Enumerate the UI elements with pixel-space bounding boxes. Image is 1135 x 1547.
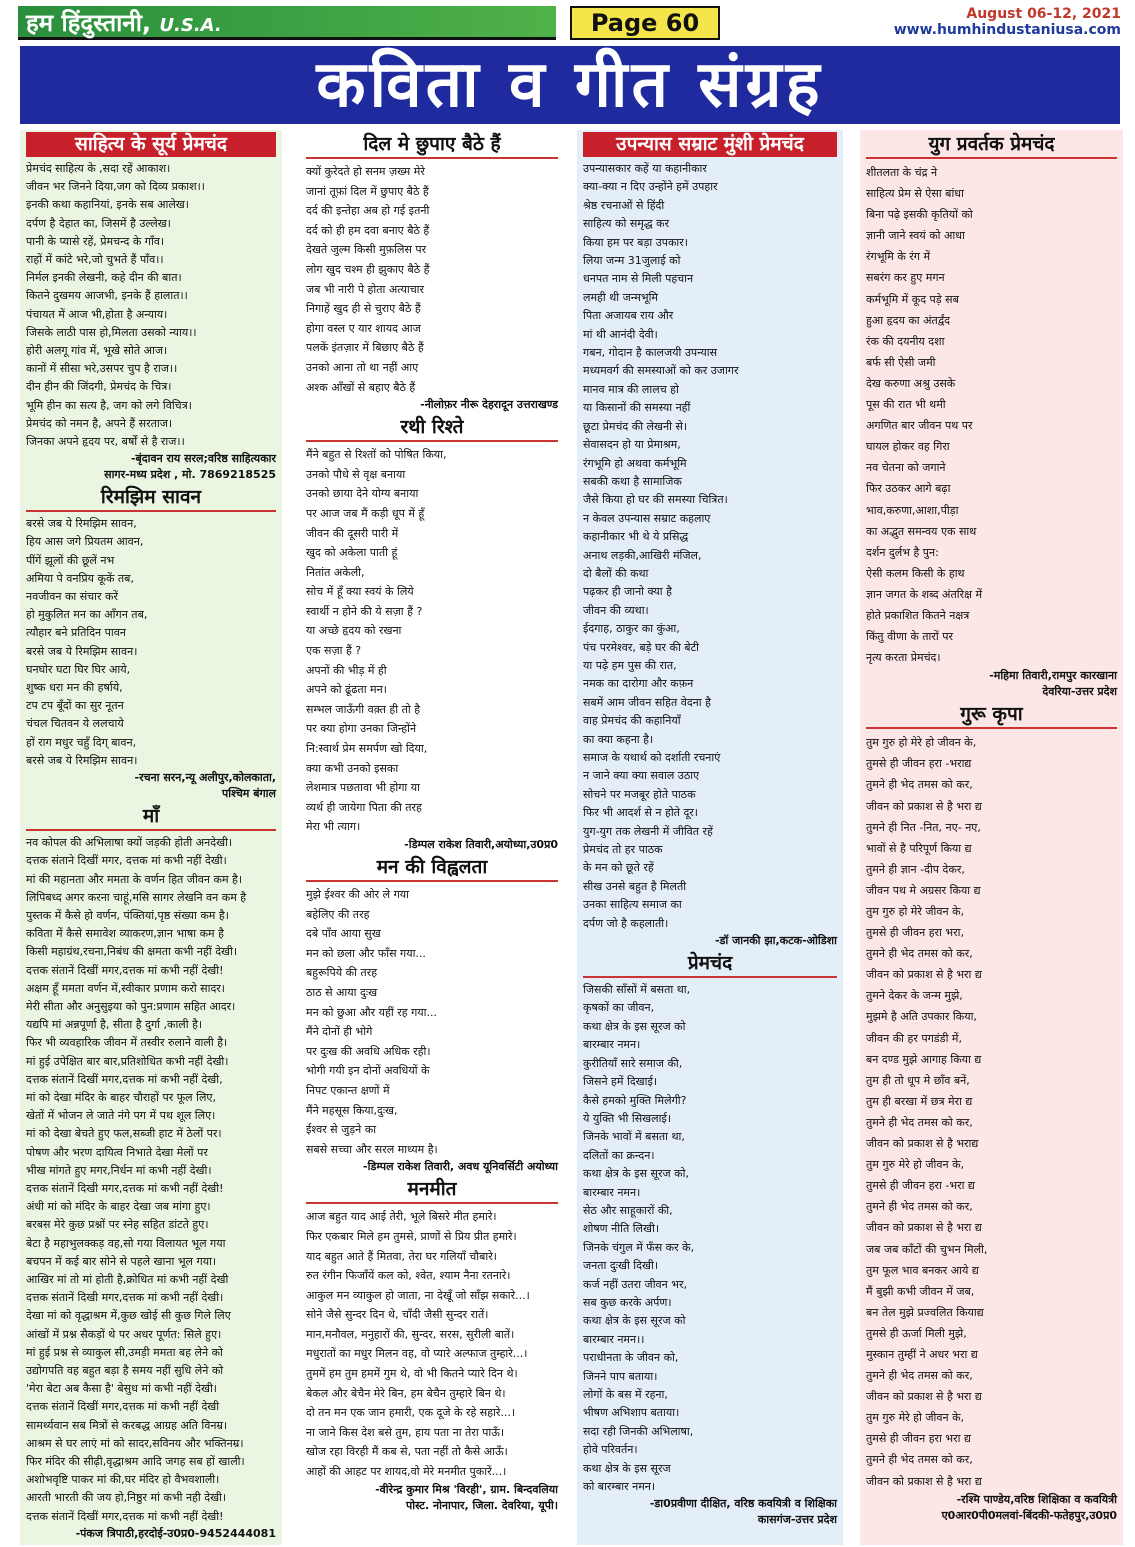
poem-text: शीतलता के चंद्र ने साहित्य प्रेम से ऐसा बांधा बिना पढ़े इसकी कृतियों को ज्ञानी जाने स्वयं को आधा रंगभूमि के रंग में सबरंग कर हुए मगन कर्मभूमि में कूद पड़े सब हुआ हृदय का अंतर्द्वंद रंक की दयनीय दशा बर्फ सी ऐसी जमी देख करुणा अश्रु उसके पूस की रात भी थमी अगणित बार जीवन पथ पर घायल होकर वह गिरा नव चेतना को जगाने फिर उठकर आगे बढ़ा भाव,करुणा,आशा,पीड़ा का अद्भुत समन्वय एक साथ दर्शन दुर्लभ है पुन: ऐसी कलम किसी के हाथ ज्ञान जगत के शब्द अंतरिक्ष में होते प्रकाशित कितने नक्षत्र किंतु वीणा के तारों पर नृत्य करता प्रेमचंद। [866, 166, 983, 665]
dateline [894, 6, 1121, 38]
poem-author: -बृंदावन राय सरल;वरिष्ठ साहित्यकार सागर-मध्य प्रदेश , मो. 7869218525 [104, 452, 276, 482]
website-url[interactable]: www.humhindustaniusa.com [893, 22, 1121, 38]
column-2 [300, 130, 564, 1545]
poem-text: मैंने बहुत से रिश्तों को पोषित किया, उनको पौधे से वृक्ष बनाया उनको छाया देने योग्य बनाया पर आज जब मैं कड़ी धूप में हूँ जीवन की दूसरी पारी में खुद को अकेला पाती हूं नितांत अकेली, सोच में हूँ क्या स्वयं के लिये स्वार्थी न होने की ये सज़ा हैं ? या अच्छे हृदय को रखना एक सज़ा हैं ? अपनों की भीड़ में ही अपने को ढूंढता मन। सम्भल जाऊँगी वक़्त ही तो है पर क्या होगा उनका जिन्होंने नि:स्वार्थ प्रेम समर्पण खो दिया, क्या कभी उनको इसका लेशमात्र पछतावा भी होगा या व्यर्थ ही जायेगा पिता की तरह मेरा भी त्याग। [306, 448, 447, 834]
brand-name: हम हिंदुस्तानी, [26, 9, 152, 37]
column-1 [20, 130, 282, 1545]
poem-text: उपन्यासकार कहें या कहानीकार क्या-क्या न दिए उन्होंने हमें उपहार श्रेष्ठ रचनाओं से हिंदी साहित्य को समृद्ध कर किया हम पर बड़ा उपकार। लिया जन्म 31जुलाई को धनपत नाम से मिली पहचान लमही थी जन्मभूमि पिता अजायब राय और मां थी आनंदी देवी। गबन, गोदान है कालजयी उपन्यास मध्यमवर्ग की समस्याओं को कर उजागर मानव मात्र की लालच हो या किसानों की समस्या नहीं छूटा प्रेमचंद की लेखनी से। सेवासदन हो या प्रेमाश्रम, रंगभूमि हो अथवा कर्मभूमि सबकी कथा है सामाजिक जैसे किया हो घर की समस्या चित्रित। न केवल उपन्यास सम्राट कहलाए कहानीकार भी थे ये प्रसिद्ध अनाथ लड़की,आखिरी मंजिल, दो बैलों की कथा पढ़कर ही जानो क्या है जीवन की व्यथा। ईदगाह, ठाकुर का कुंआ, पंच परमेश्वर, बड़े घर की बेटी या पढ़े हम पुस की रात, नमक का दारोगा और कफ़न सबमें आम जीवन सहित वेदना है वाह प्रेमचंद की कहानियाँ का क्या कहना है। समाज के यथार्थ को दर्शाती रचनाएं न जाने क्या क्या सवाल उठाए सोचने पर मजबूर होते पाठक फिर भी आदर्श से न होते दूर। युग-युग तक लेखनी में जीवित रहें प्रेमचंद तो हर पाठक के मन को छूते रहें सीख उनसे बहुत है मिलती उनका साहित्य समाज का दर्पण जो है कहलाती। [583, 162, 739, 930]
poem-text: नव कोपल की अभिलाषा क्यों जड़की होती अनदेखी। दत्तक संताने दिखीं मगर, दत्तक मां कभी नहीं देखी। मां की महानता और ममता के वर्णन हित जीवन कम है। लिपिबध्द अगर करना चाहूं,मसि सागर लेखनि वन कम है पुस्तक में कैसे हो वर्णन, पंक्तियां,पृष्ठ संख्या कम है। कविता में कैसे समावेश व्याकरण,ज्ञान भाषा कम है किसी महाग्रंथ,रचना,निबंध की क्षमता कभी नहीं देखी। दत्तक संतानें दिखीं मगर,दत्तक मां कभी नहीं देखी! अक्षम हूँ ममता वर्णन में,स्वीकार प्रणाम करो सादर। मेरी सीता और अनुसुइया को पुन:प्रणाम सहित आदर। यद्यपि मां अन्नपूर्णा है, सीता है दुर्गा ,काली है। फिर भी व्यवहारिक जीवन में तस्वीर रुलाने वाली है। मां हुई उपेक्षित बार बार,प्रतिशोधित कभी नहीं देखी। दत्तक संतानें दिखीं मगर,दत्तक मां कभी नहीं देखी, मां को देखा मंदिर के बाहर चौराहों पर फूल लिए, खेतों में भोजन ले जाते नंगे पग में पथ शूल लिए। मां को देखा बेचते हुए फल,सब्जी हाट में ठेलों पर। पोषण और भरण दायित्व निभाते देखा मेलों पर भीख मांगते हुए मगर,निर्धन मां कभी नहीं देखी। दत्तक संतानें दिखी मगर,दत्तक मां कभी नहीं देखी! अंधी मां को मंदिर के बाहर देखा जब मांगा हुए। बरबस मेरे कुछ प्रश्नों पर स्नेह सहित डांटते हुए। बेटा है महाभुलक्कड़ वह,सो गया विलायत भूल गया बचपन में कई बार सोने से पहले खाना भूल गया। आखिर मां तो मां होती है,क्रोधित मां कभी नहीं देखी दत्तक संतानें दिखी मगर,दत्तक मां कभी नहीं देखी। देखा मां को वृद्धाश्रम में,कुछ खोई सी कुछ गिले लिए आंखों में प्रश्न सैकड़ों थे पर अधर पूर्णत: सिले हुए। मां हुई प्रश्न से व्याकुल सी,उमड़ी ममता बह लेने को उद्योगपति वह बहुत बड़ा है समय नहीं सुधि लेने को 'मेरा बेटा अब कैसा है' बेसुध मां कभी नहीं देखी। दत्तक संतानें दिखीं मगर,दत्तक मां कभी नहीं देखी सामर्थ्यवान सब मित्रों से करबद्ध आग्रह अति विनम्र। आश्रम से घर लाएं मां को सादर,सविनय और भक्तिनम्र। फिर मंदिर की सीढ़ी,वृद्धाश्रम आदि जगह सब हों खाली। अशोभवृष्टि पाकर मां की,घर मंदिर हो वैभवशाली। आरती भारती की जय हो,निष्ठुर मां कभी नही देखी। दत्तक संतानें दिखीं मगर,दत्तक मां कभी नहीं देखी! [26, 836, 247, 1523]
poem-title: उपन्यास सम्राट मुंशी प्रेमचंद [583, 132, 837, 157]
poem-text: क्यों कुरेदते हो सनम ज़ख्म मेरे जानां तूफ़ां दिल में छुपाए बैठे हैं दर्द की इन्तेहा अब हो गई इतनी दर्द को ही हम दवा बनाए बैठे हैं देखते जुल्म किसी मुफ़लिस पर लोग खुद चश्म ही झुकाए बैठे हैं जब भी नारी पे होता अत्याचार निगाहें खुद ही से चुराए बैठे हैं होगा वस्ल ए यार शायद आज पलकें इंतज़ार में बिछाए बैठे हैं उनको आना तो था नहीं आए अश्क आँखों से बहाए बैठे हैं [306, 165, 430, 394]
poem-text: तुम गुरु हो मेरे हो जीवन के, तुमसे ही जीवन हरा -भराद्य तुमने ही भेद तमस को कर, जीवन को प्रकाश से है भरा द्य तुमने ही नित -नित, नए- नए, भावों से है परिपूर्ण किया द्य तुमने ही ज्ञान -दीप देकर, जीवन पथ मे अग्रसर किया द्य तुम गुरु हो मेरे जीवन के, तुमसे ही जीवन हरा भरा, तुमने ही भेद तमस को कर, जीवन को प्रकाश से है भरा द्य तुमने देकर के जन्म मुझे, मुझमे है अति उपकार किया, जीवन की हर पगडंडी में, बन दण्ड मुझे आगाह किया द्य तुम ही तो धूप मे छाँव बनें, तुम ही बरखा में छत्र मेरा द्य तुमने ही भेद तमस को कर, जीवन को प्रकाश से है भराद्य तुम गुरु मेरे हो जीवन के, तुमसे ही जीवन हरा -भरा द्य तुमने ही भेद तमस को कर, जीवन को प्रकाश से है भरा द्य जब जब काँटों की चुभन मिली, तुम फूल भाव बनकर आये द्य मैं बुझी कभी जीवन में जब, बन तेल मुझे प्रज्वलित कियाद्य तुमसे ही ऊर्जा मिली मुझे, मुस्कान तुम्हीं ने अधर भरा द्य तुमने ही भेद तमस को कर, जीवन को प्रकाश से है भरा द्य तुम गुरु मेरे हो जीवन के, तुमसे ही जीवन हरा भरा द्य तुमने ही भेद तमस को कर, जीवन को प्रकाश से है भरा द्य [866, 736, 988, 1488]
page-number: Page 60 [570, 6, 720, 40]
poem-text: प्रेमचंद साहित्य के ,सदा रहें आकाश। जीवन भर जिनने दिया,जग को दिव्य प्रकाश।। इनकी कथा कहानियां, इनके सब आलेख। दर्पण है देहात का, जिसमें है उल्लेख। पानी के प्यासे रहें, प्रेमचन्द के गाँव। राहों में कांटे भरे,जो चुभते हैं पाँव।। निर्मल इनकी लेखनी, कहे दीन की बात। कितने दुखमय आजभी, इनके हैं हालात।। पंचायत में आज भी,होता है अन्याय। जिसके लाठी पास हो,मिलता उसको न्याय।। होरी अलगू गांव में, भूखे सोते आज। कानों में सीसा भरे,उसपर चुप है राज।। दीन हीन की जिंदगी, प्रेमचंद के चित्र। भूमि हीन का सत्य है, जग को लगे विचित्र। प्रेमचंद को नमन है, अपने हैं सरताज। जिनका अपने हृदय पर, बर्षों से है राज।। [26, 162, 205, 449]
poem-title: दिल मे छुपाए बैठे हैं [306, 132, 558, 159]
poem-text: आज बहुत याद आई तेरी, भूले बिसरे मीत हमारे। फिर एकबार मिले हम तुमसे, प्राणों से प्रिय प्रीत हमारे। याद बहुत आते हैं मितवा, तेरा घर गलियाँ चौबारे। रुत रंगीन फिजाँयें कल को, श्वेत, श्याम नैना रतनारे। आकुल मन व्याकुल हो जाता, ना देखूँ जो साँझ सकारे...। सोने जैसे सुन्दर दिन थे, चाँदी जैसी सुन्दर रातें। मान,मनौवल, मनुहारों की, सुन्दर, सरस, सुरीली बातें। मधुरातों का मधुर मिलन वह, वो प्यारे अल्फाज तुम्हारे...। तुममें हम तुम हममें गुम थे, वो भी कितने प्यारे दिन थे। बेकल और बेचैन मेरे बिन, हम बेचैन तुम्हारे बिन थे। दो तन मन एक जान हमारी, एक दूजे के रहे सहारे...। ना जाने किस देश बसे तुम, हाय पता ना तेरा पाऊँ। खोज रहा विरही मैं कब से, पता नहीं तो कैसे आऊँ। आहों की आहट पर शायद,वो मेरे मनमीत पुकारें...। [306, 1210, 530, 1479]
poem-author: -वीरेन्द्र कुमार मिश्र 'विरही', ग्राम. बिन्दवलिया पोस्ट. नोनापार, जिला. देवरिया, यूपी। [375, 1482, 558, 1512]
poem-author: -डिम्पल राकेश तिवारी, अवध यूनिवर्सिटी अयोध्या [363, 1160, 558, 1174]
poem-title: मनमीत [306, 1177, 558, 1204]
section-banner: कविता व गीत संग्रह [20, 46, 1120, 124]
poem-author: -महिमा तिवारी,रामपुर कारखाना देवरिया-उत्तर प्रदेश [989, 669, 1117, 699]
poem-title: मन की विह्वलता [306, 855, 558, 882]
issue-date: August 06-12, 2021 [966, 6, 1121, 22]
poem-author: -डिम्पल राकेश तिवारी,अयोध्या,उ0प्र0 [404, 838, 558, 851]
masthead [18, 6, 556, 40]
column-4 [860, 130, 1123, 1545]
column-3 [577, 130, 843, 1545]
poem-title: रिमझिम सावन [26, 485, 276, 512]
poem-author: -रश्मि पाण्डेय,वरिष्ठ शिक्षिका व कवयित्री ए0आर0पी0मलवां-बिंदकी-फतेहपुर,उ0प्र0 [941, 1492, 1117, 1522]
poem-title: प्रेमचंद [583, 951, 837, 978]
page-header [18, 6, 1121, 42]
brand-suffix: U.S.A. [159, 15, 222, 36]
poem-text: मुझे ईश्वर की ओर ले गया बहेलिए की तरह दबे पाँव आया सुख मन को छला और फाँस गया... बहुरूपिये की तरह ठाठ से आया दुःख मन को छुआ और यहीं रह गया... मैंने दोनों ही भोगे पर दुःख की अवधि अधिक रही। भोगी गयी इन दोनों अवधियों के निपट एकान्त क्षणों में मैंने महसूस किया,दुःख, ईश्वर से जुड़ने का सबसे सच्चा और सरल माध्यम है। [306, 888, 438, 1156]
poem-author: -रचना सरन,न्यू अलीपुर,कोलकाता, पश्चिम बंगाल [134, 771, 276, 801]
poem-author: -पंकज त्रिपाठी,हरदोई-उ0प्र0-9452444081 [75, 1526, 276, 1540]
poem-title: युग प्रवर्तक प्रेमचंद [866, 132, 1117, 159]
poem-title: रथी रिश्ते [306, 415, 558, 442]
poem-text: बरसे जब ये रिमझिम सावन, हिय आस जगे प्रियतम आवन, पींगें झूलों की छूलें नभ अमिया पे वनप्रिय कूकें तब, नवजीवन का संचार करें हो मुकुलित मन का आँगन तब, त्यौहार बने प्रतिदिन पावन बरसे जब ये रिमझिम सावन। घनघोर घटा घिर घिर आये, शुष्क धरा मन की हर्षाये, टप टप बूँदों का सुर नूतन चंचल चितवन ये ललचाये हों राग मधुर चहुँ दिग् बावन, बरसे जब ये रिमझिम सावन। [26, 517, 148, 767]
poem-author: -डा0प्रवीणा दीक्षित, वरिष्ठ कवयित्री व शिक्षिका कासगंज-उत्तर प्रदेश [649, 1497, 837, 1527]
poem-title: साहित्य के सूर्य प्रेमचंद [26, 132, 276, 157]
poem-author: -डॉ जानकी झा,कटक-ओडिशा [714, 934, 837, 948]
poem-text: जिसकी साँसों में बसता था, कृषकों का जीवन, कथा क्षेत्र के इस सूरज को बारम्बार नमन। कुरीतियाँ सारे समाज की, जिसने हमें दिखाई। कैसे हमको मुक्ति मिलेगी? ये युक्ति भी सिखलाई। जिनके भावों में बसता था, दलितों का क्रन्दन। कथा क्षेत्र के इस सूरज को, बारम्बार नमन। सेठ और साहूकारों की, शोषण नीति लिखी। जिनके चंगुल में फँस कर के, जनता दुःखी दिखी। कर्ज नहीं उतरा जीवन भर, सब कुछ करके अर्पण। कथा क्षेत्र के इस सूरज को बारम्बार नमन।। पराधीनता के जीवन को, जिनने पाप बताया। लोगों के बस में रहना, भीषण अभिशाप बताया। सदा रही जिनकी अभिलाषा, होवे परिवर्तन। कथा क्षेत्र के इस सूरज को बारम्बार नमन। [583, 983, 695, 1494]
poem-title: माँ [26, 804, 276, 831]
poem-author: -नीलोफ़र नीरू देहरादून उत्तराखण्ड [420, 398, 558, 412]
poem-title: गुरू कृपा [866, 702, 1117, 729]
